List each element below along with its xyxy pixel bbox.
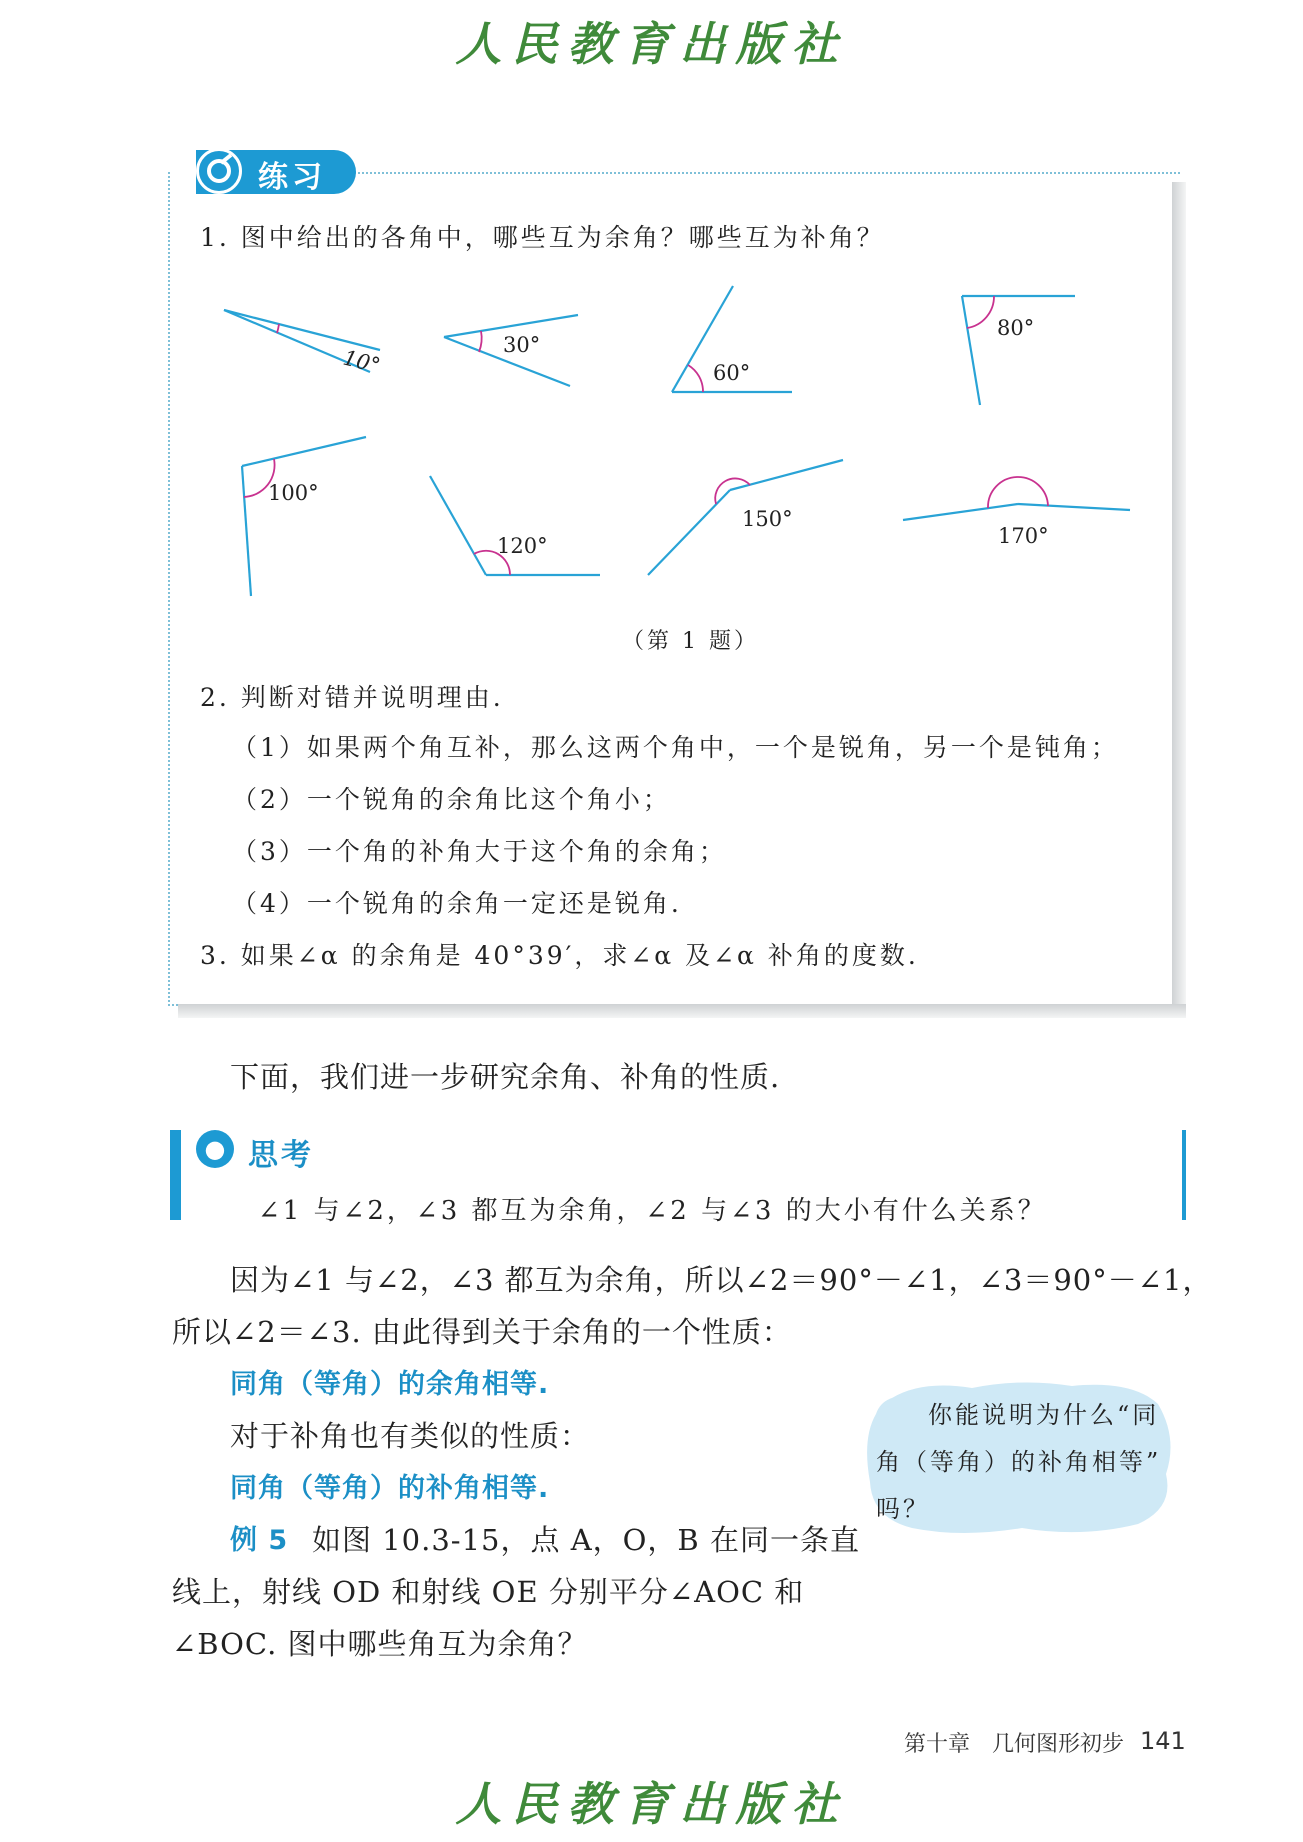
body-line-1: 因为∠1 与∠2，∠3 都互为余角，所以∠2＝90°－∠1，∠3＝90°－∠1， [230,1263,1213,1297]
footer-chapter: 第十章 几何图形初步 [904,1732,1125,1757]
think-question: ∠1 与∠2，∠3 都互为余角，∠2 与∠3 的大小有什么关系？ [258,1196,1047,1226]
angle-150-ray-a [730,460,843,490]
angle-label-170: 170° [998,524,1049,548]
think-bar-right [1182,1130,1186,1220]
body-line-2: 所以∠2＝∠3. 由此得到关于余角的一个性质： [172,1315,792,1349]
angle-60-arc [688,365,703,392]
angle-80-ray-b [962,296,980,405]
exercise-q3: 3. 如果∠α 的余角是 40°39′，求∠α 及∠α 补角的度数. [200,941,919,970]
example-line-2: 线上，射线 OD 和射线 OE 分别平分∠AOC 和 [172,1575,805,1609]
angle-150-ray-b [648,490,730,575]
angle-label-150: 150° [742,507,793,531]
exercise-q1: 1. 图中给出的各角中，哪些互为余角？哪些互为补角？ [200,223,885,252]
angle-figures [0,0,1303,650]
figure-caption: （第 1 题） [622,629,759,654]
angle-label-60: 60° [713,361,751,385]
angle-label-10: 10° [340,345,383,378]
exercise-q2-item-2: （2）一个锐角的余角比这个角小； [232,785,671,814]
angle-10-arc [277,324,279,333]
think-bar-left [170,1130,181,1220]
bubble-line-3: 吗？ [876,1495,930,1523]
bulb-icon: ● [196,1130,234,1168]
angle-170-arc [988,477,1048,508]
body-line-3: 对于补角也有类似的性质： [230,1419,591,1453]
angle-170-ray-a [1018,504,1130,510]
footer-page-number: 141 [1140,1727,1186,1755]
bubble-line-1: 你能说明为什么“同 [928,1401,1160,1429]
exercise-title: 练习 [258,160,326,195]
angle-label-100: 100° [268,481,319,505]
angle-30-arc [479,331,482,352]
exercise-q2-item-1: （1）如果两个角互补，那么这两个角中，一个是锐角，另一个是钝角； [232,733,1119,762]
publisher-footer: 人民教育出版社 [455,1777,848,1831]
intro-text: 下面，我们进一步研究余角、补角的性质. [230,1060,781,1094]
exercise-box-shadow-bottom [178,1004,1186,1018]
property-complement: 同角（等角）的余角相等. [230,1369,550,1400]
angle-120-ray-b [430,476,486,575]
angle-label-80: 80° [997,316,1035,340]
think-title: 思考 [248,1138,314,1173]
angle-170-ray-b [903,504,1018,520]
angle-100-ray-b [242,466,251,596]
angle-80-arc [967,296,994,328]
angle-100-ray-a [242,437,366,466]
example-label: 例 5 [230,1525,289,1556]
exercise-q2-item-4: （4）一个锐角的余角一定还是锐角. [232,889,682,918]
property-supplement: 同角（等角）的补角相等. [230,1473,550,1504]
publisher-header: 人民教育出版社 [455,17,848,71]
example-line-1: 如图 10.3-15，点 A，O，B 在同一条直 [312,1523,860,1557]
angle-label-120: 120° [497,534,548,558]
exercise-q2: 2. 判断对错并说明理由. [200,683,504,712]
angle-label-30: 30° [503,333,541,357]
exercise-q2-item-3: （3）一个角的补角大于这个角的余角； [232,837,727,866]
example-line-3: ∠BOC. 图中哪些角互为余角？ [172,1627,588,1661]
bubble-line-2: 角（等角）的补角相等” [876,1448,1162,1476]
